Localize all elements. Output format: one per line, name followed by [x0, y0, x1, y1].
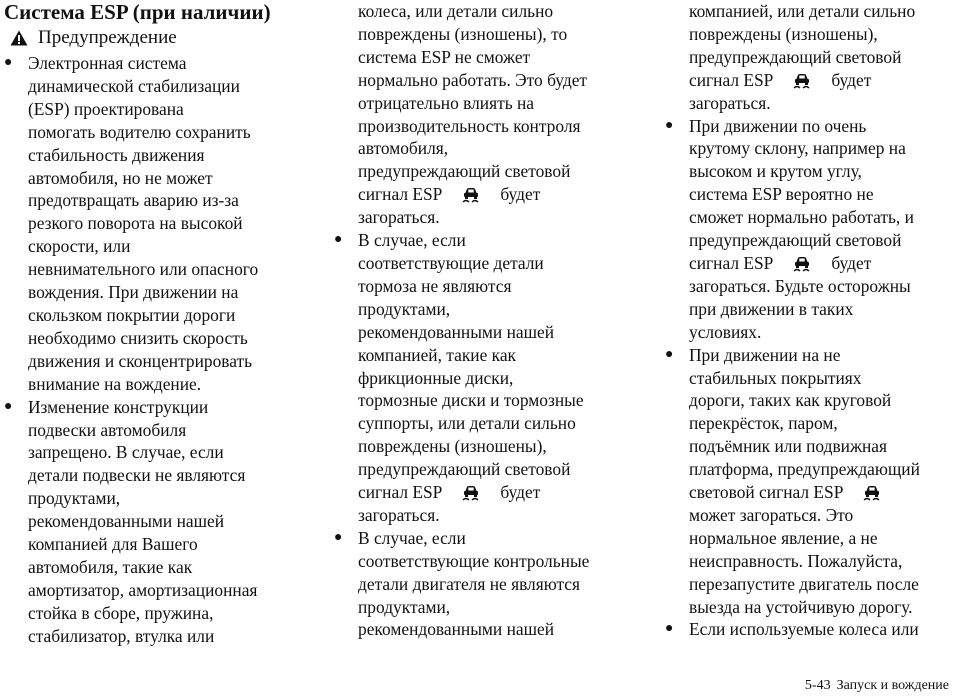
text-line: перекрёсток, паром, [689, 413, 838, 434]
column-1 [4, 0, 304, 648]
list-item [334, 527, 639, 642]
section-title: Система ESP (при наличии) [4, 0, 271, 24]
text-line: резкого поворота на высокой [28, 213, 243, 234]
esp-indicator-icon [791, 71, 813, 89]
text-line: внимание на вождение. [28, 373, 202, 394]
text-line: тормозные диски и тормозные [358, 390, 584, 411]
text-line: стабилизатор, втулка или [28, 625, 215, 646]
text-line: скользком покрытии дороги [28, 304, 236, 325]
bullet-icon: ● [4, 398, 13, 414]
signal-text: сигнал ESP [358, 184, 443, 205]
text-line: при движении в таких [689, 298, 854, 319]
text-line: скорости, или [28, 236, 131, 257]
column-2 [334, 0, 639, 641]
text-line: Изменение конструкции [28, 396, 209, 417]
text-line: система ESP не сможет [358, 46, 531, 67]
bullet-icon: ● [334, 529, 343, 545]
text-line: условиях. [689, 321, 762, 342]
text-line: подвески автомобиля [28, 419, 187, 440]
text-line: помогать водителю сохранить [28, 121, 251, 142]
text-line: нормально работать. Это будет [358, 69, 588, 90]
text-line: стабильных покрытиях [689, 367, 862, 388]
text-line: Если используемые колеса или [689, 619, 919, 640]
text-line: соответствующие детали [358, 252, 544, 273]
list-item-continued [334, 0, 639, 229]
text-line: компанией, такие как [358, 344, 517, 365]
text-line: (ESP) проектирована [28, 98, 184, 119]
text-line: продуктами, [28, 488, 121, 509]
text-line: колеса, или детали сильно [358, 1, 554, 21]
text-line: производительность контроля [358, 115, 581, 136]
list-item [334, 229, 639, 527]
text-line: отрицательно влиять на [358, 92, 535, 113]
text-line: система ESP вероятно не [689, 184, 874, 205]
signal-text: будет [500, 184, 541, 205]
text-line: компанией, или детали сильно [689, 1, 916, 21]
text-line: повреждены (изношены), [689, 23, 878, 44]
text-line: рекомендованными нашей [358, 619, 555, 640]
text-line: компанией для Вашего [28, 534, 198, 555]
text-line: повреждены (изношены), [358, 436, 547, 457]
esp-indicator-icon [460, 185, 482, 203]
signal-text: сигнал ESP [358, 482, 443, 503]
text-line: детали двигателя не являются [358, 573, 581, 594]
esp-indicator-icon [460, 483, 482, 501]
warning-label: Предупреждение [38, 27, 177, 48]
page-number: 5-43 [804, 678, 831, 693]
esp-indicator-icon [861, 483, 883, 501]
text-line: предупреждающий световой [689, 46, 902, 67]
list-item [4, 396, 304, 648]
text-line: предупреждающий световой [689, 230, 902, 251]
text-line: невнимательного или опасного [28, 259, 259, 280]
warning-triangle-icon [10, 30, 28, 46]
text-line: амортизатор, амортизационная [28, 579, 258, 600]
signal-text: будет [831, 69, 872, 90]
text-line: суппорты, или детали сильно [358, 413, 576, 434]
text-line: платформа, предупреждающий [689, 459, 920, 480]
text-line: тормоза не являются [358, 275, 512, 296]
text-line: Электронная система [28, 53, 187, 73]
text-line: загораться. [689, 92, 771, 113]
text-line: продуктами, [358, 596, 451, 617]
text-line: стойка в сборе, пружина, [28, 602, 214, 623]
warning-heading [4, 24, 304, 52]
signal-text: сигнал ESP [689, 252, 774, 273]
text-line [689, 481, 955, 504]
bullet-icon: ● [665, 117, 674, 133]
text-line: предупреждающий световой [358, 459, 571, 480]
text-line: рекомендованными нашей [358, 321, 555, 342]
text-line: автомобиля, [358, 138, 449, 159]
text-line: нормальное явление, а не [689, 527, 878, 548]
text-line: загораться. Будьте осторожны [689, 275, 911, 296]
text-line: рекомендованными нашей [28, 511, 225, 532]
text-line: запрещено. В случае, если [28, 442, 224, 463]
text-line: При движении по очень [689, 115, 867, 136]
text-line: При движении на не [689, 344, 841, 365]
signal-text: будет [831, 252, 872, 273]
list-item [665, 618, 955, 641]
text-line: выезда на устойчивую дорогу. [689, 596, 913, 617]
text-line: неисправность. Пожалуйста, [689, 550, 903, 571]
text-line: динамической стабилизации [28, 75, 240, 96]
text-line: стабильность движения [28, 144, 205, 165]
bullet-icon: ● [334, 232, 343, 248]
esp-indicator-icon [791, 254, 813, 272]
text-line [358, 481, 639, 504]
text-line: крутому склону, например на [689, 138, 906, 159]
text-line: высоком и крутом углу, [689, 161, 862, 182]
column-3 [665, 0, 955, 641]
list-item [665, 115, 955, 344]
list-item-continued [665, 0, 955, 115]
signal-text: световой сигнал ESP [689, 482, 844, 503]
text-line: перезапустите двигатель после [689, 573, 919, 594]
text-line: вождения. При движении на [28, 282, 239, 303]
text-line: предупреждающий световой [358, 161, 571, 182]
text-line [689, 252, 955, 275]
text-line: дороги, таких как круговой [689, 390, 892, 411]
text-line: загораться. [358, 504, 440, 525]
bullet-icon: ● [4, 55, 13, 70]
bullet-icon: ● [665, 621, 674, 637]
signal-text: сигнал ESP [689, 69, 774, 90]
text-line: может загораться. Это [689, 504, 854, 525]
text-line: фрикционные диски, [358, 367, 514, 388]
text-line [689, 69, 955, 92]
list-item [665, 344, 955, 619]
section-name: Запуск и вождение [836, 678, 949, 693]
text-line: предотвращать аварию из-за [28, 190, 239, 211]
text-line: детали подвески не являются [28, 465, 246, 486]
text-line: движения и сконцентрировать [28, 350, 253, 371]
bullet-icon: ● [665, 346, 674, 362]
text-line: подъёмник или подвижная [689, 436, 888, 457]
list-item [4, 52, 304, 396]
signal-text: будет [500, 482, 541, 503]
text-line: продуктами, [358, 298, 451, 319]
text-line [358, 183, 639, 206]
page-footer [799, 678, 949, 694]
text-line: В случае, если [358, 230, 466, 251]
text-line: загораться. [358, 207, 440, 228]
text-line: В случае, если [358, 527, 466, 548]
text-line: сможет нормально работать, и [689, 207, 914, 228]
text-line: автомобиля, но не может [28, 167, 213, 188]
text-line: повреждены (изношены), то [358, 23, 568, 44]
text-line: автомобиля, такие как [28, 556, 193, 577]
text-line: соответствующие контрольные [358, 550, 590, 571]
text-line: необходимо снизить скорость [28, 327, 248, 348]
